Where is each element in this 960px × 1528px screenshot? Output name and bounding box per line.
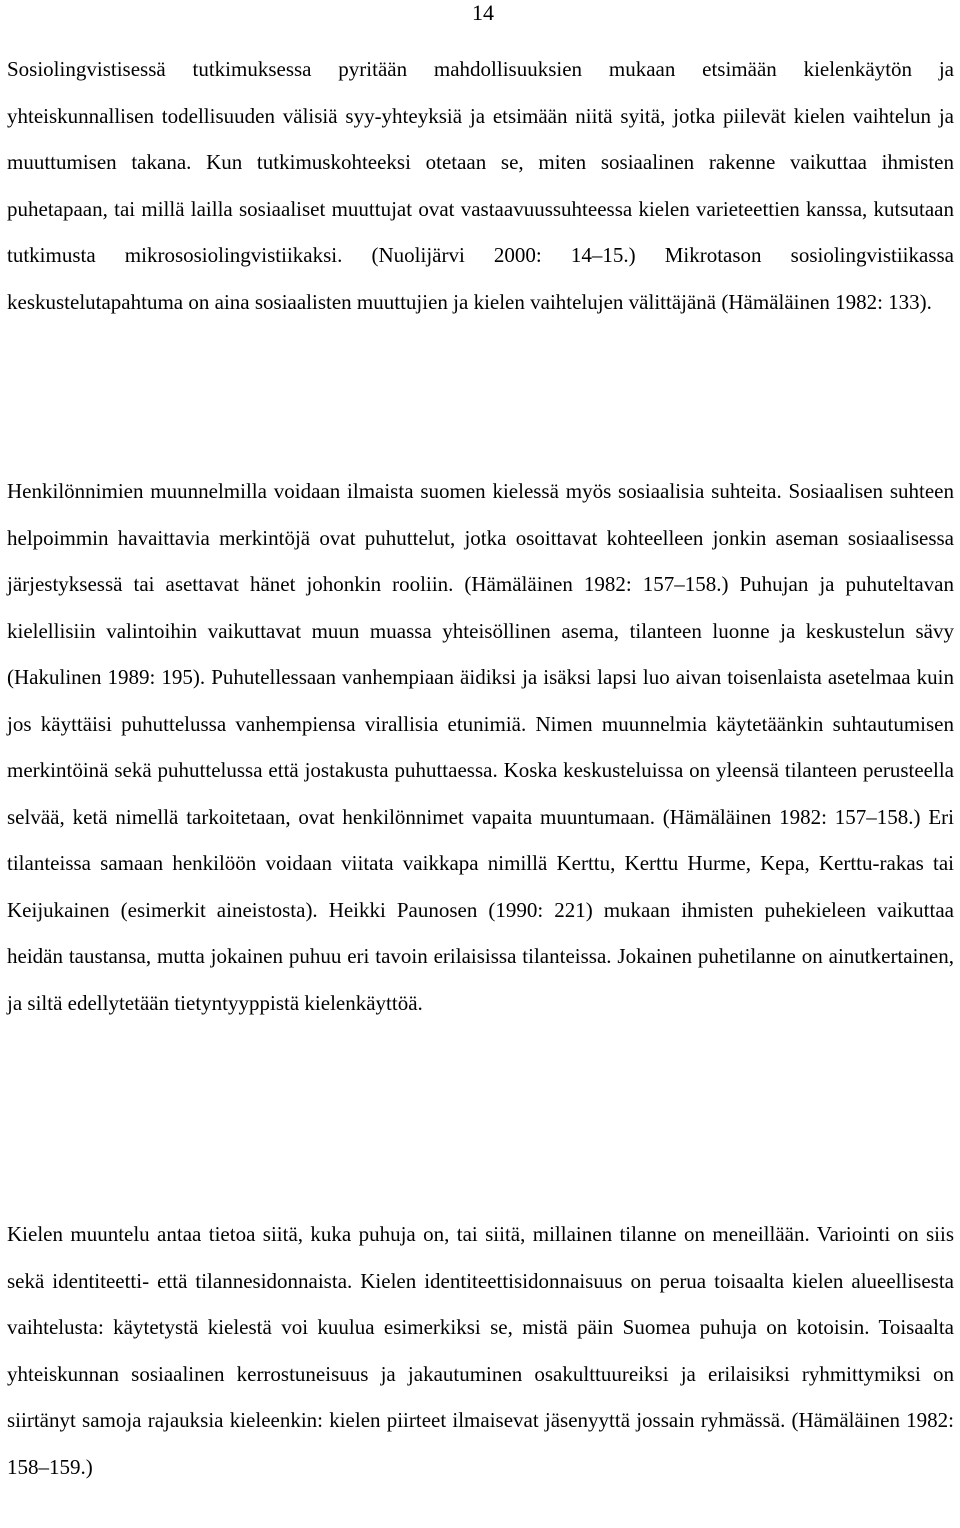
page-number: 14 [472,0,494,25]
paragraph-personal-names: Henkilönnimien muunnelmilla voidaan ilmaista suomen kielessä myös sosiaalisia suhteita. Sosiaalisen suhteen helpoimmin havaittavia merkintöjä ovat puhuttelut, jotka osoittavat kohteelleen jonkin aseman sosiaalisessa järjestyksessä tai asettavat hänet johonkin rooliin. (Hämäläinen 1982: 157–158.) Puhujan ja puhuteltavan kielellisiin valintoihin vaikuttavat muun muassa yhteisöllinen asema, tilanteen luonne ja keskustelun sävy (Hakulinen 1989: 195). Puhutellessaan vanhempiaan äidiksi ja isäksi lapsi luo aivan toisenlaista asetelmaa kuin jos käyttäisi puhuttelussa vanhempiensa virallisia etunimiä. Nimen muunnelmia käytetäänkin suhtautumisen merkintöinä sekä puhuttelussa että jostakusta puhuttaessa. Koska keskusteluissa on yleensä tilanteen perusteella selvää, ketä nimellä tarkoitetaan, ovat henkilönnimet vapaita muuntumaan. (Hämäläinen 1982: 157–158.) Eri tilanteissa samaan henkilöön voidaan viitata vaikkapa nimillä Kerttu, Kerttu Hurme, Kepa, Kerttu-rakas tai Keijukainen (esimerkit aineistosta). Heikki Paunosen (1990: 221) mukaan ihmisten puhekieleen vaikuttaa heidän taustansa, mutta jokainen puhuu eri tavoin erilaisissa tilanteissa. Jokainen puhetilanne on ainutkertainen, ja siltä edellytetään tietyntyyppistä kielenkäyttöä. [7,479,954,1015]
paragraph-sociolinguistics: Sosiolingvistisessä tutkimuksessa pyritään mahdollisuuksien mukaan etsimään kielenkäytön ja yhteiskunnallisen todellisuuden välisiä syy-yhteyksiä ja etsimään niitä syitä, jotka piilevät kielen vaihtelun ja muuttumisen takana. Kun tutkimuskohteeksi otetaan se, miten sosiaalinen rakenne vaikuttaa ihmisten puhetapaan, tai millä lailla sosiaaliset muuttujat ovat vastaavuussuhteessa kielen varieteettien kanssa, kutsutaan tutkimusta mikrososiolingvistiikaksi. (Nuolijärvi 2000: 14–15.) Mikrotason sosiolingvistiikassa keskustelutapahtuma on aina sosiaalisten muuttujien ja kielen vaihtelujen välittäjänä (Hämäläinen 1982: 133). [7,57,954,314]
paragraph-language-variation: Kielen muuntelu antaa tietoa siitä, kuka puhuja on, tai siitä, millainen tilanne on meneillään. Variointi on siis sekä identiteetti- että tilannesidonnaista. Kielen identiteettisidonnaisuus on perua toisaalta kielen alueellisesta vaihtelusta: käytetystä kielestä voi kuulua esimerkiksi se, mistä päin Suomea puhuja on kotoisin. Toisaalta yhteiskunnan sosiaalinen kerrostuneisuus ja jakautuminen osakulttuureiksi ja erilaisiksi ryhmittymiksi on siirtänyt samoja rajauksia kieleenkin: kielen piirteet ilmaisevat jäsenyyttä jossain ryhmässä. (Hämäläinen 1982: 158–159.) [7,1222,954,1479]
